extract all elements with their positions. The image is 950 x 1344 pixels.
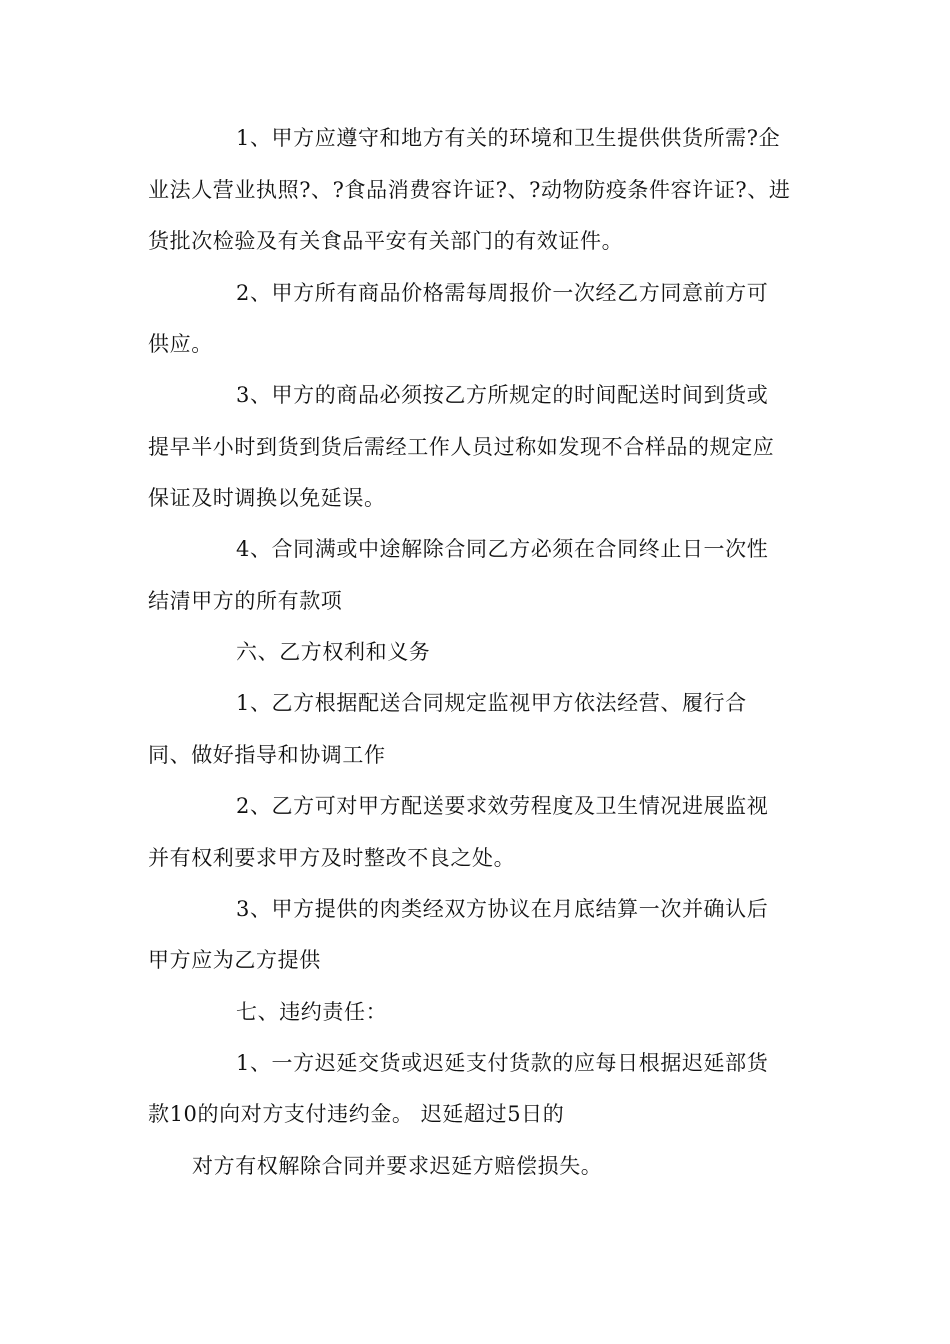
clause-5-2-line-1: 2、甲方所有商品价格需每周报价一次经乙方同意前方可 xyxy=(236,281,769,305)
clause-5-3-line-3: 保证及时调换以免延误。 xyxy=(148,486,386,510)
clause-6-1-line-2: 同、做好指导和协调工作 xyxy=(148,743,386,767)
clause-5-1-line-1: 1、甲方应遵守和地方有关的环境和卫生提供供货所需?企 xyxy=(236,126,781,150)
clause-7-1-line-3: 对方有权解除合同并要求迟延方赔偿损失。 xyxy=(192,1154,603,1178)
clause-5-3-line-2: 提早半小时到货到货后需经工作人员过称如发现不合样品的规定应 xyxy=(148,435,775,459)
clause-5-3-line-1: 3、甲方的商品必须按乙方所规定的时间配送时间到货或 xyxy=(236,383,769,407)
clause-6-3-line-2: 甲方应为乙方提供 xyxy=(148,948,321,972)
clause-6-2-line-1: 2、乙方可对甲方配送要求效劳程度及卫生情况进展监视 xyxy=(236,794,769,818)
clause-7-1-line-2: 款10的向对方支付违约金。 迟延超过5日的 xyxy=(148,1102,565,1126)
clause-5-1-line-2: 业法人营业执照?、?食品消费容许证?、?动物防疫条件容许证?、进 xyxy=(148,178,791,202)
section-heading-6: 六、乙方权利和义务 xyxy=(236,640,431,664)
clause-5-4-line-2: 结清甲方的所有款项 xyxy=(148,589,343,613)
clause-5-1-line-3: 货批次检验及有关食品平安有关部门的有效证件。 xyxy=(148,229,624,253)
clause-5-4-line-1: 4、合同满或中途解除合同乙方必须在合同终止日一次性 xyxy=(236,537,769,561)
clause-7-1-line-1: 1、一方迟延交货或迟延支付货款的应每日根据迟延部货 xyxy=(236,1051,769,1075)
clause-6-3-line-1: 3、甲方提供的肉类经双方协议在月底结算一次并确认后 xyxy=(236,897,769,921)
clause-5-2-line-2: 供应。 xyxy=(148,332,213,356)
section-heading-7: 七、违约责任： xyxy=(236,1000,388,1024)
clause-6-1-line-1: 1、乙方根据配送合同规定监视甲方依法经营、履行合 xyxy=(236,691,747,715)
clause-6-2-line-2: 并有权利要求甲方及时整改不良之处。 xyxy=(148,846,516,870)
